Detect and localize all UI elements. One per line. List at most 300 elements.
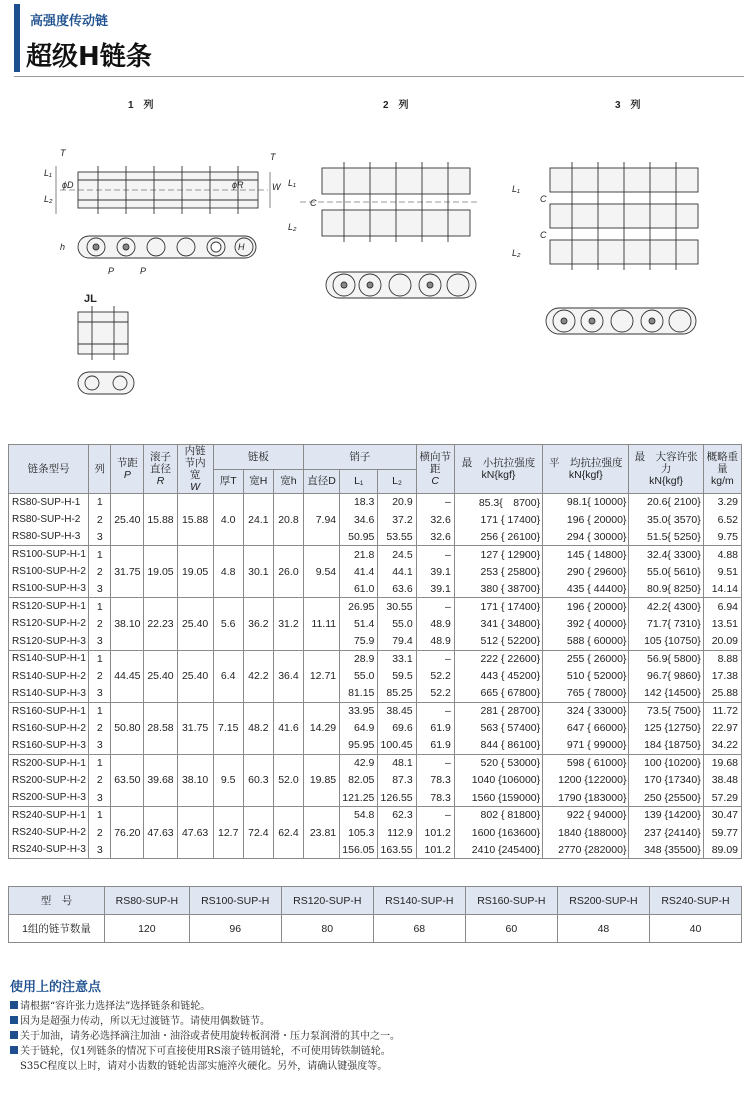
- dim-L1-2row: L₁: [288, 178, 296, 188]
- col-plate-t: 厚T: [213, 469, 243, 494]
- cell-pin-L2: 126.55: [378, 789, 416, 806]
- dim-phiR: ϕR: [232, 180, 244, 190]
- cell-model: RS80-SUP-H-3: [9, 528, 89, 545]
- cell-rows: 1: [89, 598, 111, 615]
- cell-model: RS140-SUP-H-3: [9, 685, 89, 702]
- cell-pin-D: 19.85: [304, 772, 340, 789]
- cell-plate-t: [213, 754, 243, 771]
- cell-avg-tensile: 922 { 94000}: [543, 807, 629, 824]
- cell-transverse: 61.9: [416, 737, 454, 754]
- cell-transverse: 48.9: [416, 615, 454, 632]
- cell-model: RS240-SUP-H-3: [9, 841, 89, 858]
- jl-label: JL: [84, 293, 97, 305]
- cell-max-allow: 139 {14200}: [629, 807, 703, 824]
- cell-min-tensile: 127 { 12900}: [454, 546, 542, 563]
- cell-weight: 9.75: [703, 528, 741, 545]
- cell-max-allow: 142 {14500}: [629, 685, 703, 702]
- cell-transverse: –: [416, 650, 454, 667]
- cell-pitch: 31.75: [111, 563, 144, 580]
- cell-weight: 19.68: [703, 754, 741, 771]
- cell-roller: 25.40: [144, 667, 177, 684]
- table-row: [9, 615, 742, 632]
- cell-min-tensile: 844 { 86100}: [454, 737, 542, 754]
- cell-pitch: [111, 598, 144, 615]
- cell-pin-L1: 33.95: [340, 702, 378, 719]
- cell-avg-tensile: 765 { 78000}: [543, 685, 629, 702]
- cell-avg-tensile: 2770 {282000}: [543, 841, 629, 858]
- bullet-square-icon: [10, 1046, 18, 1054]
- cell-avg-tensile: 435 { 44400}: [543, 580, 629, 597]
- cell-inner: [177, 841, 213, 858]
- cell-pin-L2: 53.55: [378, 528, 416, 545]
- cell-pitch: 38.10: [111, 615, 144, 632]
- cell-transverse: 39.1: [416, 563, 454, 580]
- cell-pin-L1: 105.3: [340, 824, 378, 841]
- table-row: [9, 546, 742, 563]
- cell-weight: 14.14: [703, 580, 741, 597]
- category-label: 高强度传动链: [30, 14, 109, 29]
- dim-h: h: [60, 242, 66, 252]
- cell-plate-H: 42.2: [243, 667, 273, 684]
- cell-plate-t: [213, 685, 243, 702]
- chain-diagrams: [0, 90, 750, 430]
- cell-min-tensile: 512 { 52200}: [454, 633, 542, 650]
- cell-plate-t: 4.0: [213, 511, 243, 528]
- cell-min-tensile: 1600 {163600}: [454, 824, 542, 841]
- cell-plate-t: [213, 598, 243, 615]
- cell-min-tensile: 802 { 81800}: [454, 807, 542, 824]
- cell-weight: 34.22: [703, 737, 741, 754]
- col-roller: 滚子直径 R: [144, 445, 177, 494]
- dim-L2: L₂: [44, 194, 53, 204]
- row2-label: 2 列: [383, 100, 409, 111]
- note-continuation: S35C程度以上时，请对小齿数的链轮齿部实施淬火硬化。另外，请确认键强度等。: [20, 1061, 388, 1072]
- cell-weight: 57.29: [703, 789, 741, 806]
- cell-min-tensile: 1560 {159000}: [454, 789, 542, 806]
- cell-max-allow: 170 {17340}: [629, 772, 703, 789]
- cell-pin-L1: 34.6: [340, 511, 378, 528]
- cell-pitch: [111, 807, 144, 824]
- cell-max-allow: 51.5{ 5250}: [629, 528, 703, 545]
- cell-plate-h: [273, 789, 303, 806]
- chain-spec-table: [8, 444, 742, 859]
- cell-min-tensile: 380 { 38700}: [454, 580, 542, 597]
- cell-plate-H: [243, 841, 273, 858]
- cell-avg-tensile: 255 { 26000}: [543, 650, 629, 667]
- triple-row-side-view: [546, 308, 696, 334]
- cell-roller: [144, 754, 177, 771]
- cell-plate-H: [243, 754, 273, 771]
- cell-plate-t: [213, 546, 243, 563]
- cell-pin-D: [304, 528, 340, 545]
- cell-pin-L2: 87.3: [378, 772, 416, 789]
- table-row: [9, 580, 742, 597]
- col-model: 链条型号: [9, 445, 89, 494]
- cell-avg-tensile: 196 { 20000}: [543, 598, 629, 615]
- cell-transverse: –: [416, 598, 454, 615]
- links-model-header: RS200-SUP-H: [557, 887, 649, 915]
- cell-pitch: 63.50: [111, 772, 144, 789]
- dim-T-left: T: [60, 148, 66, 158]
- cell-pin-L1: 18.3: [340, 494, 378, 511]
- cell-pitch: [111, 702, 144, 719]
- cell-plate-H: 72.4: [243, 824, 273, 841]
- cell-pin-L2: 38.45: [378, 702, 416, 719]
- cell-max-allow: 42.2{ 4300}: [629, 598, 703, 615]
- cell-pitch: 76.20: [111, 824, 144, 841]
- links-model-header: RS80-SUP-H: [105, 887, 190, 915]
- cell-plate-t: [213, 702, 243, 719]
- cell-pin-L1: 121.25: [340, 789, 378, 806]
- cell-pin-L1: 54.8: [340, 807, 378, 824]
- dim-T-right: T: [270, 152, 276, 162]
- cell-rows: 2: [89, 563, 111, 580]
- cell-model: RS240-SUP-H-1: [9, 807, 89, 824]
- cell-max-allow: 73.5{ 7500}: [629, 702, 703, 719]
- dim-L1: L₁: [44, 168, 52, 178]
- bullet-square-icon: [10, 1001, 18, 1009]
- links-count-cell: 120: [105, 915, 190, 943]
- cell-model: RS240-SUP-H-2: [9, 824, 89, 841]
- cell-max-allow: 105 {10750}: [629, 633, 703, 650]
- cell-pin-D: 7.94: [304, 511, 340, 528]
- cell-avg-tensile: 392 { 40000}: [543, 615, 629, 632]
- cell-plate-H: [243, 633, 273, 650]
- dim-L2-2row: L₂: [288, 222, 297, 232]
- cell-pin-D: [304, 580, 340, 597]
- cell-plate-H: [243, 650, 273, 667]
- cell-rows: 3: [89, 633, 111, 650]
- cell-plate-h: 36.4: [273, 667, 303, 684]
- cell-plate-H: [243, 807, 273, 824]
- cell-model: RS200-SUP-H-1: [9, 754, 89, 771]
- cell-inner: 15.88: [177, 511, 213, 528]
- table-row: [9, 633, 742, 650]
- cell-transverse: 101.2: [416, 824, 454, 841]
- cell-min-tensile: 281 { 28700}: [454, 702, 542, 719]
- cell-plate-H: 36.2: [243, 615, 273, 632]
- cell-pin-L1: 95.95: [340, 737, 378, 754]
- cell-plate-t: [213, 633, 243, 650]
- cell-rows: 2: [89, 667, 111, 684]
- cell-min-tensile: 665 { 67800}: [454, 685, 542, 702]
- table-row: [9, 807, 742, 824]
- cell-transverse: –: [416, 546, 454, 563]
- cell-rows: 2: [89, 511, 111, 528]
- links-count-cell: 60: [465, 915, 557, 943]
- col-plate-h: 宽h: [273, 469, 303, 494]
- col-plate: 链板: [213, 445, 303, 470]
- cell-max-allow: 32.4{ 3300}: [629, 546, 703, 563]
- triple-row-top-view: [550, 162, 698, 270]
- cell-plate-H: 24.1: [243, 511, 273, 528]
- cell-rows: 3: [89, 789, 111, 806]
- cell-plate-h: [273, 841, 303, 858]
- cell-transverse: –: [416, 807, 454, 824]
- cell-transverse: 78.3: [416, 789, 454, 806]
- cell-weight: 4.88: [703, 546, 741, 563]
- cell-plate-h: [273, 546, 303, 563]
- links-model-header: RS120-SUP-H: [281, 887, 373, 915]
- note-item: [10, 1044, 740, 1059]
- cell-pin-L1: 42.9: [340, 754, 378, 771]
- cell-plate-t: 12.7: [213, 824, 243, 841]
- cell-transverse: –: [416, 754, 454, 771]
- dim-phiD: ϕD: [62, 180, 74, 190]
- cell-pin-L2: 48.1: [378, 754, 416, 771]
- cell-rows: 2: [89, 720, 111, 737]
- cell-inner: [177, 754, 213, 771]
- cell-roller: 47.63: [144, 824, 177, 841]
- note-item: [10, 1014, 740, 1029]
- cell-roller: [144, 633, 177, 650]
- cell-rows: 3: [89, 580, 111, 597]
- table-row: [9, 772, 742, 789]
- row3-label: 3 列: [615, 100, 641, 111]
- cell-plate-H: [243, 685, 273, 702]
- double-row-side-view: [326, 272, 476, 298]
- links-count-cell: 40: [649, 915, 741, 943]
- cell-weight: 59.77: [703, 824, 741, 841]
- cell-pitch: [111, 650, 144, 667]
- cell-plate-h: [273, 580, 303, 597]
- cell-plate-t: [213, 789, 243, 806]
- cell-pin-L1: 64.9: [340, 720, 378, 737]
- cell-pin-L1: 81.15: [340, 685, 378, 702]
- cell-min-tensile: 222 { 22600}: [454, 650, 542, 667]
- note-text: 关于链轮，仅1列链条的情况下可直接使用RS滚子链用链轮，不可使用铸铁制链轮。: [20, 1046, 391, 1057]
- cell-avg-tensile: 196 { 20000}: [543, 511, 629, 528]
- cell-avg-tensile: 1840 {188000}: [543, 824, 629, 841]
- cell-plate-h: [273, 737, 303, 754]
- cell-inner: 25.40: [177, 615, 213, 632]
- cell-pin-L1: 55.0: [340, 667, 378, 684]
- bullet-square-icon: [10, 1031, 18, 1039]
- usage-notes: [10, 976, 740, 1074]
- cell-plate-H: 60.3: [243, 772, 273, 789]
- cell-transverse: 52.2: [416, 667, 454, 684]
- cell-max-allow: 237 {24140}: [629, 824, 703, 841]
- table-row: [9, 702, 742, 719]
- cell-avg-tensile: 294 { 30000}: [543, 528, 629, 545]
- cell-avg-tensile: 1200 {122000}: [543, 772, 629, 789]
- dim-P-2: P: [140, 266, 147, 276]
- cell-model: RS200-SUP-H-2: [9, 772, 89, 789]
- cell-transverse: –: [416, 702, 454, 719]
- cell-inner: 38.10: [177, 772, 213, 789]
- cell-pin-L2: 20.9: [378, 494, 416, 511]
- cell-max-allow: 80.9{ 8250}: [629, 580, 703, 597]
- cell-pitch: 25.40: [111, 511, 144, 528]
- cell-weight: 89.09: [703, 841, 741, 858]
- cell-pitch: [111, 546, 144, 563]
- cell-weight: 13.51: [703, 615, 741, 632]
- cell-avg-tensile: 598 { 61000}: [543, 754, 629, 771]
- col-pitch: 节距 P: [111, 445, 144, 494]
- cell-pin-L1: 61.0: [340, 580, 378, 597]
- cell-transverse: 52.2: [416, 685, 454, 702]
- cell-plate-h: 31.2: [273, 615, 303, 632]
- table-row: [9, 841, 742, 858]
- cell-roller: 28.58: [144, 720, 177, 737]
- col-rows: 列: [89, 445, 111, 494]
- cell-weight: 9.51: [703, 563, 741, 580]
- cell-plate-h: 20.8: [273, 511, 303, 528]
- cell-transverse: 61.9: [416, 720, 454, 737]
- single-row-top-view: [56, 166, 270, 214]
- cell-min-tensile: 341 { 34800}: [454, 615, 542, 632]
- bullet-square-icon: [10, 1016, 18, 1024]
- cell-min-tensile: 253 { 25800}: [454, 563, 542, 580]
- cell-avg-tensile: 98.1{ 10000}: [543, 494, 629, 511]
- cell-max-allow: 96.7{ 9860}: [629, 667, 703, 684]
- cell-pin-L2: 24.5: [378, 546, 416, 563]
- links-model-header: RS240-SUP-H: [649, 887, 741, 915]
- cell-pin-L2: 100.45: [378, 737, 416, 754]
- cell-plate-t: [213, 737, 243, 754]
- cell-plate-t: [213, 807, 243, 824]
- cell-min-tensile: 171 { 17400}: [454, 598, 542, 615]
- col-weight: 概略重量 kg/m: [703, 445, 741, 494]
- table-row: [9, 824, 742, 841]
- cell-model: RS100-SUP-H-1: [9, 546, 89, 563]
- cell-model: RS160-SUP-H-3: [9, 737, 89, 754]
- table-row: [9, 720, 742, 737]
- cell-pin-L2: 62.3: [378, 807, 416, 824]
- cell-pitch: [111, 737, 144, 754]
- cell-rows: 1: [89, 650, 111, 667]
- links-model-header: RS160-SUP-H: [465, 887, 557, 915]
- cell-inner: [177, 685, 213, 702]
- links-per-set-table: [8, 886, 742, 943]
- cell-min-tensile: 171 { 17400}: [454, 511, 542, 528]
- page-title: 超级H链条: [26, 42, 152, 72]
- cell-roller: [144, 650, 177, 667]
- table-row: [9, 598, 742, 615]
- cell-roller: 15.88: [144, 511, 177, 528]
- dim-C-2row: C: [310, 198, 317, 208]
- cell-min-tensile: 85.3{ 8700}: [454, 494, 542, 511]
- cell-max-allow: 250 {25500}: [629, 789, 703, 806]
- cell-model: RS100-SUP-H-2: [9, 563, 89, 580]
- cell-roller: 39.68: [144, 772, 177, 789]
- cell-transverse: 32.6: [416, 511, 454, 528]
- links-count-cell: 80: [281, 915, 373, 943]
- table-row: [9, 563, 742, 580]
- single-row-side-view: [78, 236, 256, 258]
- cell-plate-H: [243, 546, 273, 563]
- cell-inner: 47.63: [177, 824, 213, 841]
- cell-roller: [144, 528, 177, 545]
- cell-roller: [144, 702, 177, 719]
- cell-inner: [177, 650, 213, 667]
- cell-roller: [144, 598, 177, 615]
- cell-plate-h: 26.0: [273, 563, 303, 580]
- note-item: [10, 1029, 740, 1044]
- col-avg-tensile: 平 均抗拉强度 kN{kgf}: [543, 445, 629, 494]
- cell-avg-tensile: 324 { 33000}: [543, 702, 629, 719]
- cell-avg-tensile: 145 { 14800}: [543, 546, 629, 563]
- col-pin-L1: L₁: [340, 469, 378, 494]
- cell-roller: [144, 546, 177, 563]
- cell-weight: 30.47: [703, 807, 741, 824]
- cell-model: RS160-SUP-H-2: [9, 720, 89, 737]
- cell-roller: [144, 685, 177, 702]
- cell-avg-tensile: 588 { 60000}: [543, 633, 629, 650]
- cell-avg-tensile: 510 { 52000}: [543, 667, 629, 684]
- links-model-header: RS140-SUP-H: [373, 887, 465, 915]
- cell-pin-L1: 21.8: [340, 546, 378, 563]
- cell-plate-h: [273, 650, 303, 667]
- cell-inner: [177, 702, 213, 719]
- chain-diagram-svg: [0, 90, 750, 430]
- header-accent-bar: [14, 4, 20, 72]
- cell-transverse: 48.9: [416, 633, 454, 650]
- links-count-cell: 68: [373, 915, 465, 943]
- cell-rows: 1: [89, 702, 111, 719]
- cell-pin-D: [304, 754, 340, 771]
- cell-pin-D: [304, 494, 340, 511]
- cell-min-tensile: 443 { 45200}: [454, 667, 542, 684]
- cell-plate-t: 7.15: [213, 720, 243, 737]
- cell-rows: 3: [89, 528, 111, 545]
- cell-pin-L2: 163.55: [378, 841, 416, 858]
- dim-W: W: [272, 182, 281, 192]
- note-text: 请根据“容许张力选择法”选择链条和链轮。: [20, 1001, 211, 1012]
- table-row: [9, 685, 742, 702]
- cell-pitch: [111, 789, 144, 806]
- cell-model: RS120-SUP-H-3: [9, 633, 89, 650]
- cell-rows: 2: [89, 824, 111, 841]
- cell-rows: 2: [89, 615, 111, 632]
- cell-avg-tensile: 971 { 99000}: [543, 737, 629, 754]
- cell-pin-D: 14.29: [304, 720, 340, 737]
- cell-pin-D: 11.11: [304, 615, 340, 632]
- cell-plate-t: [213, 841, 243, 858]
- cell-pin-D: 9.54: [304, 563, 340, 580]
- cell-transverse: 78.3: [416, 772, 454, 789]
- double-row-top-view: [300, 162, 480, 242]
- cell-avg-tensile: 647 { 66000}: [543, 720, 629, 737]
- cell-weight: 38.48: [703, 772, 741, 789]
- cell-pin-L1: 26.95: [340, 598, 378, 615]
- cell-weight: 17.38: [703, 667, 741, 684]
- cell-roller: [144, 789, 177, 806]
- cell-transverse: 101.2: [416, 841, 454, 858]
- cell-pin-D: [304, 807, 340, 824]
- cell-rows: 3: [89, 737, 111, 754]
- cell-plate-h: [273, 494, 303, 511]
- col-inner-width: 内链节内宽 W: [177, 445, 213, 494]
- cell-plate-H: 48.2: [243, 720, 273, 737]
- cell-model: RS140-SUP-H-2: [9, 667, 89, 684]
- cell-rows: 1: [89, 494, 111, 511]
- dim-P-1: P: [108, 266, 115, 276]
- cell-plate-t: [213, 494, 243, 511]
- cell-plate-H: [243, 702, 273, 719]
- cell-plate-H: [243, 737, 273, 754]
- table-row: [9, 789, 742, 806]
- cell-rows: 3: [89, 841, 111, 858]
- cell-plate-H: [243, 789, 273, 806]
- cell-pin-D: [304, 546, 340, 563]
- table-row: [9, 494, 742, 511]
- cell-pin-L2: 112.9: [378, 824, 416, 841]
- cell-plate-h: 62.4: [273, 824, 303, 841]
- cell-roller: [144, 737, 177, 754]
- cell-inner: 25.40: [177, 667, 213, 684]
- cell-model: RS80-SUP-H-2: [9, 511, 89, 528]
